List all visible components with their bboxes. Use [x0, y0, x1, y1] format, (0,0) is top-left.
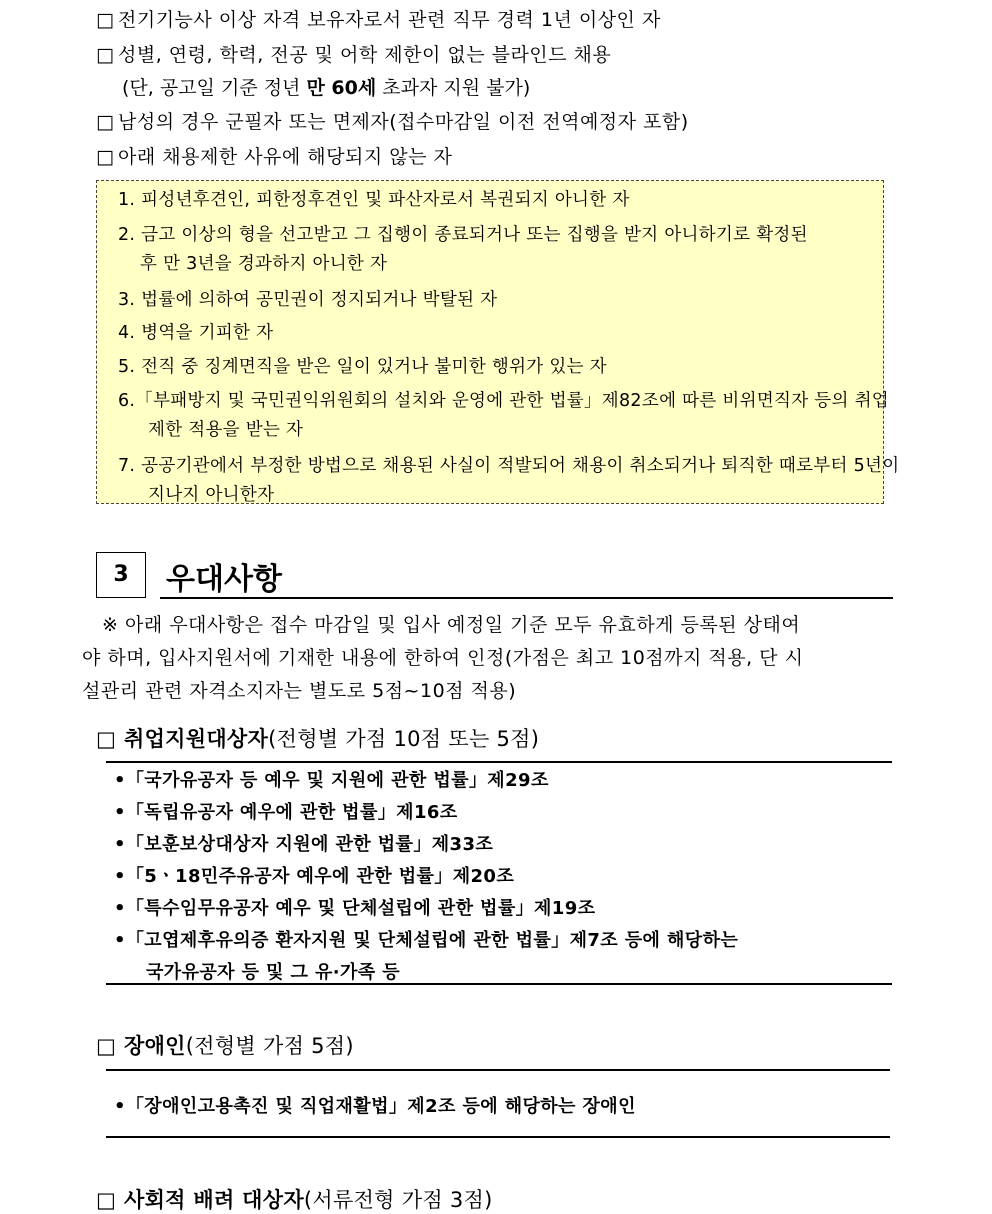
criteria-item: □ 전기기능사 이상 자격 보유자로서 관련 직무 경력 1년 이상인 자 [96, 9, 661, 31]
note-line: 야 하며, 입사지원서에 기재한 내용에 한하여 인정(가점은 최고 10점까지 적용, 단 시 [82, 647, 804, 669]
checkbox-square-icon: □ [96, 727, 117, 751]
criteria-item: □ 남성의 경우 군필자 또는 면제자(접수마감일 이전 전역예정자 포함) [96, 111, 689, 133]
group-bottom-rule [106, 983, 892, 985]
restriction-item-cont: 지나지 아니한자 [148, 485, 275, 505]
age-note: (단, 공고일 기준 정년 만 60세 초과자 지원 불가) [122, 77, 531, 99]
group-title: 장애인 [124, 1034, 186, 1058]
list-item-cont: 국가유공자 등 및 그 유·가족 등 [146, 962, 401, 983]
group-detail: (전형별 가점 10점 또는 5점) [268, 727, 540, 751]
restriction-item: 1. 피성년후견인, 피한정후견인 및 파산자로서 복권되지 아니한 자 [118, 190, 630, 210]
restriction-item-cont: 제한 적용을 받는 자 [148, 420, 304, 440]
group-heading [96, 1030, 354, 1060]
restriction-item: 3. 법률에 의하여 공민권이 정지되거나 박탈된 자 [118, 290, 498, 310]
group-top-rule [106, 1069, 890, 1071]
restriction-item: 7. 공공기관에서 부정한 방법으로 채용된 사실이 적발되어 채용이 취소되거나 퇴직한 때로부터 5년이 [118, 456, 900, 476]
group-detail: (서류전형 가점 3점) [303, 1188, 493, 1212]
checkbox-square-icon: □ [96, 1188, 117, 1212]
restriction-item-cont: 후 만 3년을 경과하지 아니한 자 [140, 254, 388, 274]
list-item: •「고엽제후유의증 환자지원 및 단체설립에 관한 법률」제7조 등에 해당하는 [114, 930, 739, 951]
list-item: •「보훈보상대상자 지원에 관한 법률」제33조 [114, 834, 494, 855]
list-item: •「특수임무유공자 예우 및 단체설립에 관한 법률」제19조 [114, 898, 596, 919]
group-heading [96, 723, 539, 753]
restriction-item: 4. 병역을 기피한 자 [118, 323, 274, 343]
section-title: 우대사항 [166, 562, 282, 597]
group-title: 사회적 배려 대상자 [124, 1188, 304, 1212]
section-underline [160, 597, 893, 599]
criteria-item: □ 아래 채용제한 사유에 해당되지 않는 자 [96, 146, 453, 168]
checkbox-square-icon: □ [96, 1034, 117, 1058]
list-item: •「장애인고용촉진 및 직업재활법」제2조 등에 해당하는 장애인 [114, 1096, 636, 1117]
note-line: 설관리 관련 자격소지자는 별도로 5점~10점 적용) [82, 680, 517, 702]
checkbox-square-icon: □ [96, 111, 115, 133]
list-item: •「5ㆍ18민주유공자 예우에 관한 법률」제20조 [114, 866, 515, 887]
checkbox-square-icon: □ [96, 44, 115, 66]
restriction-item: 5. 전직 중 징계면직을 받은 일이 있거나 불미한 행위가 있는 자 [118, 357, 607, 377]
criteria-item: □ 성별, 연령, 학력, 전공 및 어학 제한이 없는 블라인드 채용 [96, 44, 612, 66]
list-item: •「독립유공자 예우에 관한 법률」제16조 [114, 802, 458, 823]
group-bottom-rule [106, 1136, 890, 1138]
group-detail: (전형별 가점 5점) [185, 1034, 354, 1058]
restriction-item: 2. 금고 이상의 형을 선고받고 그 집행이 종료되거나 또는 집행을 받지 아니하기로 확정된 [118, 225, 808, 245]
group-top-rule [106, 761, 892, 763]
group-heading [96, 1184, 493, 1214]
list-item: •「국가유공자 등 예우 및 지원에 관한 법률」제29조 [114, 770, 549, 791]
checkbox-square-icon: □ [96, 146, 115, 168]
restriction-item: 6.「부패방지 및 국민권익위원회의 설치와 운영에 관한 법률」제82조에 따른 비위면직자 등의 취업 [118, 391, 889, 411]
group-title: 취업지원대상자 [124, 727, 269, 751]
note-line: ※ 아래 우대사항은 접수 마감일 및 입사 예정일 기준 모두 유효하게 등록된 상태여 [102, 614, 801, 636]
section-number: 3 [96, 552, 146, 598]
checkbox-square-icon: □ [96, 9, 115, 31]
